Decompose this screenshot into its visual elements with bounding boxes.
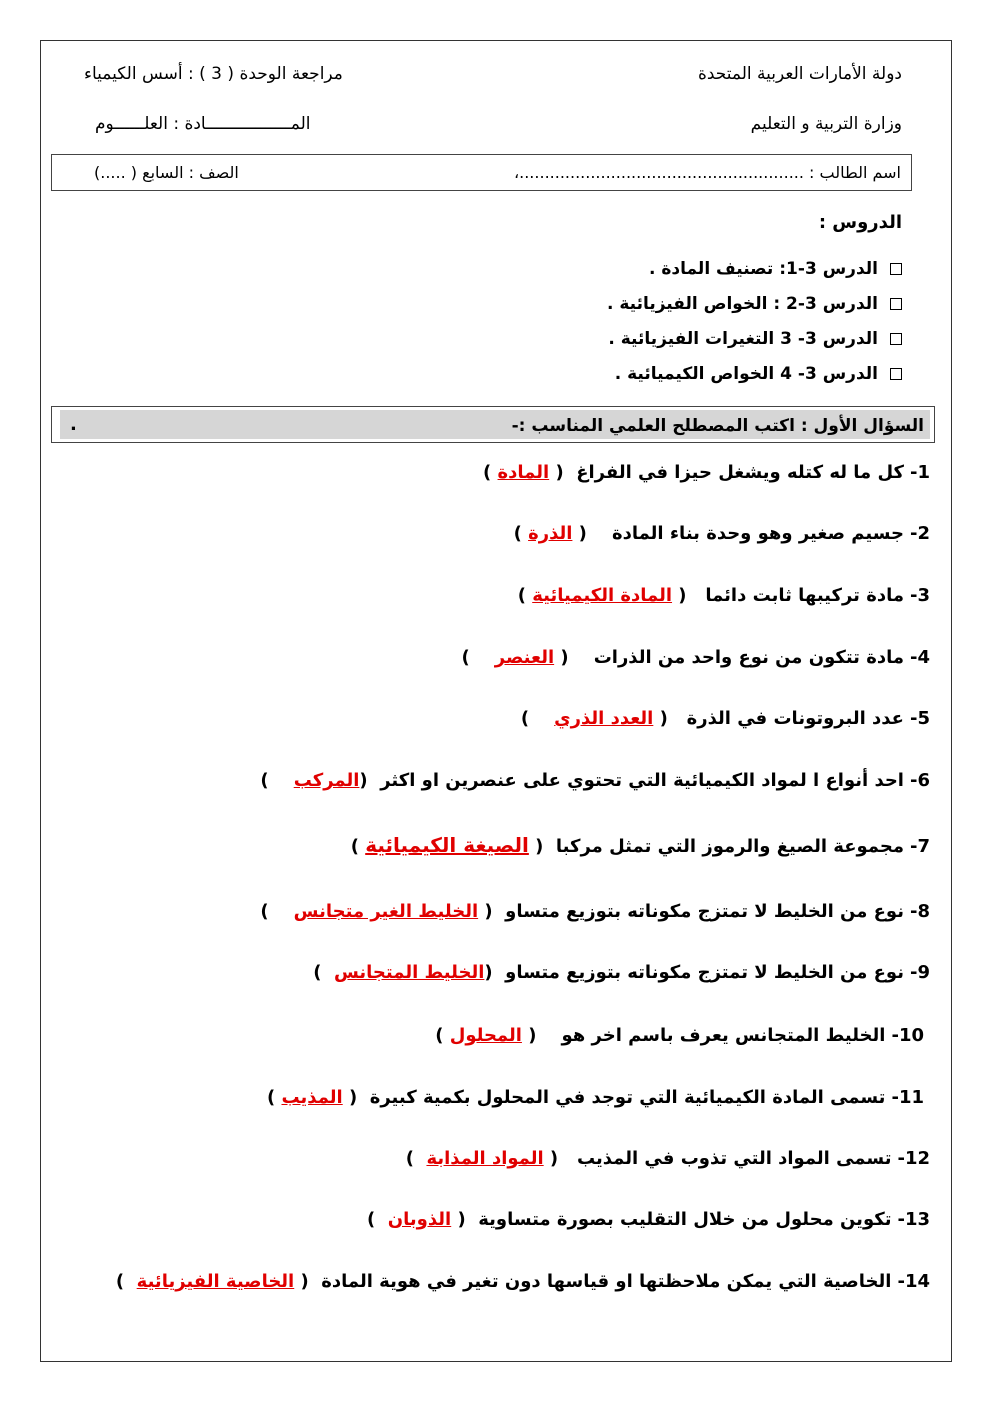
lesson-label: الدرس 3-1: تصنيف المادة . (649, 259, 878, 279)
item-text: الخليط المتجانس يعرف باسم اخر هو (561, 1025, 886, 1046)
lesson-label: الدرس 3- 4 الخواص الكيميائية . (614, 364, 878, 384)
question-item: 14-الخاصية التي يمكن ملاحظتها او قياسها دون تغير في هوية المادة ( الخاصية الفيزيائية ) (115, 1271, 930, 1292)
item-text: مادة تركيبها ثابت دائما (705, 585, 904, 606)
item-text: تسمى المادة الكيميائية التي توجد في المحلول بكمية كبيرة (369, 1087, 886, 1108)
question-item: 1-كل ما له كتله ويشغل حيزا في الفراغ ( المادة ) (483, 462, 930, 483)
lesson-item (608, 329, 902, 349)
student-name-field[interactable]: اسم الطالب : ........................................................، (513, 163, 901, 182)
item-number: 3- (909, 585, 930, 606)
question-item: 8-نوع من الخليط لا تمتزج مكوناته بتوزيع متساو ( الخليط الغير متجانس ) (260, 901, 930, 922)
item-number: 12- (897, 1148, 930, 1169)
checkbox-icon (890, 368, 902, 380)
item-text: تسمى المواد التي تذوب في المذيب (576, 1148, 892, 1169)
item-number: 2- (909, 523, 930, 544)
grade-field[interactable]: الصف : السابع ( .....) (94, 163, 239, 182)
question-item: 3-مادة تركيبها ثابت دائما ( المادة الكيميائية ) (517, 585, 930, 606)
item-text: مجموعة الصيغ والرموز التي تمثل مركبا (555, 836, 904, 857)
item-answer[interactable]: المواد المذابة (426, 1148, 544, 1169)
question-title: السؤال الأول : اكتب المصطلح العلمي المناسب :- (511, 416, 924, 436)
question-item: 5-عدد البروتونات في الذرة ( العدد الذري ) (520, 708, 930, 729)
item-answer[interactable]: الذرة (528, 523, 573, 544)
question-item: 2-جسيم صغير وهو وحدة بناء المادة ( الذرة ) (513, 523, 930, 544)
question-item: 10-الخليط المتجانس يعرف باسم اخر هو ( المحلول ) (435, 1025, 924, 1046)
question-item: 4-مادة تتكون من نوع واحد من الذرات ( العنصر ) (461, 647, 930, 668)
item-answer[interactable]: المحلول (449, 1025, 522, 1046)
item-number: 5- (909, 708, 930, 729)
question-header-bar (51, 406, 935, 443)
item-text: مادة تتكون من نوع واحد من الذرات (593, 647, 904, 668)
item-number: 6- (909, 770, 930, 791)
item-answer[interactable]: الخليط الغير متجانس (293, 901, 479, 922)
item-text: جسيم صغير وهو وحدة بناء المادة (611, 523, 904, 544)
checkbox-icon (890, 333, 902, 345)
checkbox-icon (890, 298, 902, 310)
item-answer[interactable]: المركب (293, 770, 360, 791)
item-number: 1- (909, 462, 930, 483)
question-dot: . (70, 414, 77, 435)
item-text: نوع من الخليط لا تمتزج مكوناته بتوزيع متساو (505, 962, 904, 983)
student-info-box (51, 154, 912, 191)
subject-label: المـــــــــــــــــادة : العلــــــوم (95, 114, 311, 134)
question-item: 7-مجموعة الصيغ والرموز التي تمثل مركبا ( الصيغة الكيميائية ) (350, 833, 930, 857)
item-answer[interactable]: العدد الذري (554, 708, 654, 729)
item-text: كل ما له كتله ويشغل حيزا في الفراغ (576, 462, 904, 483)
item-number: 4- (909, 647, 930, 668)
question-item: 11-تسمى المادة الكيميائية التي توجد في المحلول بكمية كبيرة ( المذيب ) (266, 1087, 924, 1108)
country-title: دولة الأمارات العربية المتحدة (697, 64, 902, 84)
checkbox-icon (890, 263, 902, 275)
question-item: 12-تسمى المواد التي تذوب في المذيب ( المواد المذابة ) (405, 1148, 930, 1169)
item-text: تكوين محلول من خلال التقليب بصورة متساوية (478, 1209, 892, 1230)
ministry-title: وزارة التربية و التعليم (750, 114, 902, 134)
question-item: 9-نوع من الخليط لا تمتزج مكوناته بتوزيع متساو (الخليط المتجانس ) (313, 962, 930, 983)
review-title: مراجعة الوحدة ( 3 ) : أسس الكيمياء (84, 64, 343, 84)
lesson-label: الدرس 3-2 : الخواص الفيزيائية . (606, 294, 878, 314)
item-answer[interactable]: العنصر (494, 647, 555, 668)
item-text: الخاصية التي يمكن ملاحظتها او قياسها دون تغير في هوية المادة (321, 1271, 892, 1292)
item-answer[interactable]: الذوبان (387, 1209, 452, 1230)
item-number: 7- (909, 836, 930, 857)
item-answer[interactable]: المذيب (281, 1087, 343, 1108)
item-answer[interactable]: الخاصية الفيزيائية (136, 1271, 295, 1292)
item-number: 13- (897, 1209, 930, 1230)
lesson-label: الدرس 3- 3 التغيرات الفيزيائية . (608, 329, 878, 349)
item-answer[interactable]: المادة (497, 462, 550, 483)
lesson-item (615, 364, 902, 384)
question-item: 6-احد أنواع ا لمواد الكيميائية التي تحتوي على عنصرين او اكثر (المركب ) (260, 770, 930, 791)
item-number: 9- (909, 962, 930, 983)
item-text: عدد البروتونات في الذرة (686, 708, 904, 729)
item-text: احد أنواع ا لمواد الكيميائية التي تحتوي على عنصرين او اكثر (380, 770, 904, 791)
item-answer[interactable]: الصيغة الكيميائية (365, 833, 529, 857)
item-answer[interactable]: المادة الكيميائية (532, 585, 673, 606)
lesson-item (607, 294, 902, 314)
lesson-item (649, 259, 902, 279)
question-item: 13-تكوين محلول من خلال التقليب بصورة متساوية ( الذوبان ) (367, 1209, 930, 1230)
item-answer[interactable]: الخليط المتجانس (333, 962, 485, 983)
item-number: 10- (891, 1025, 924, 1046)
item-text: نوع من الخليط لا تمتزج مكوناته بتوزيع متساو (505, 901, 904, 922)
item-number: 8- (909, 901, 930, 922)
question-header-fill (60, 410, 930, 439)
item-number: 11- (891, 1087, 924, 1108)
item-number: 14- (897, 1271, 930, 1292)
lessons-title: الدروس : (818, 212, 902, 233)
